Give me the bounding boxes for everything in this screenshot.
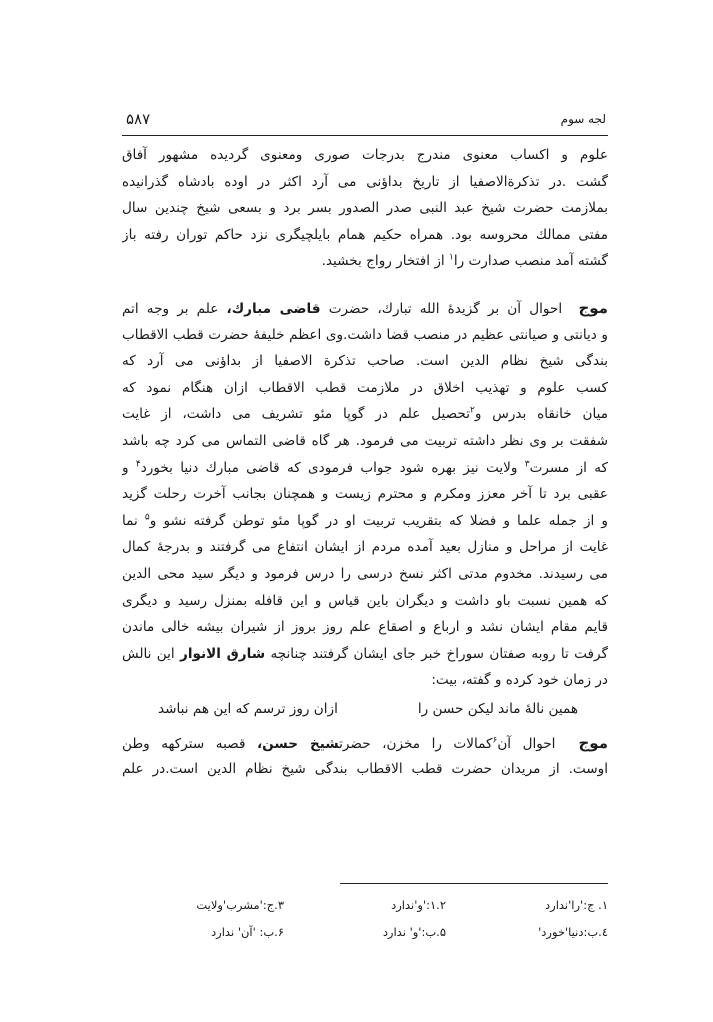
footnote-row — [122, 892, 608, 919]
footnote-ref: ۴ — [135, 459, 141, 469]
footnote: ۶.ب: 'آن' ندارد — [211, 925, 284, 939]
text-line: گشته آمد منصب صدارت را$^۱$ از افتخار رواج بخشید. — [321, 252, 608, 270]
text-line: موج احوال آن$^۶$کمالات را مخزن، حضرتشیخ حسن، قصبه سترکهه وطن — [122, 733, 608, 752]
text-line: مفتی ممالك محروسه بود. همراه حکیم همام بایلچیگری نزد حاکم توران رفته باز — [122, 226, 608, 243]
text-line: که از مسرت$^۳$ ولایت نیز بهره شود جواب فرمودی که قاضی مبارك دنیا بخورد$^۴$ و — [122, 459, 608, 476]
text-line: در زمان خود کرده و گفته، بیت: — [431, 672, 608, 689]
text-line: بندگی شیخ نظام الدین است. صاحب تذکرة الاصفیا از بداؤنی می آرد که — [122, 353, 608, 370]
text-line: گرفت تا روبه صفتان سوراخ خبر جای ایشان گرفتند چنانچه شارق الانوار این نالش — [122, 645, 608, 662]
running-title: لجه سوم — [560, 112, 606, 126]
text-line: قایم مقام ایشان نشد و ارباع و اصقاع علم روز بروز از شیران بیشه خالی ماندن — [122, 619, 608, 636]
footnote: ۱.۲:'و'ندارد — [391, 898, 446, 912]
mauj-heading: موج — [578, 298, 608, 317]
hemistich-1: همین نالهٔ ماند لیکن حسن را — [417, 700, 578, 717]
text-line: علوم و اکساب معنوی مندرج بدرجات صوری ومعنوی گردیده مشهور آفاق — [122, 147, 608, 163]
text-line: شفقت بر وی نظر داشته تربیت می فرمود. هر گاه قاضی التماس می کرد چه باشد — [122, 432, 608, 449]
footnote-ref: ۵ — [144, 512, 150, 523]
footnote-ref: ۲ — [470, 405, 475, 416]
footnote-row — [122, 919, 608, 946]
main-text — [122, 142, 608, 783]
header-rule — [122, 135, 608, 136]
mauj-heading: موج — [578, 733, 608, 752]
person-name: قاضی مبارك، — [226, 300, 321, 317]
footnote-ref: ۱ — [449, 252, 454, 263]
footnote-ref: ۳ — [524, 459, 530, 469]
text-line: موج احوال آن بر گزیدهٔ الله تبارك، حضرت قاضی مبارك، علم بر وجه اتم — [122, 298, 608, 317]
footnote: ۱. ج:'را'ندارد — [545, 898, 608, 912]
text-line: و دیانتی و صیانتی عظیم در منصب قضا داشت.وی اعظم خلیفهٔ حضرت قطب الاقطاب — [122, 326, 608, 343]
text-line: اوست. از مریدان حضرت قطب الاقطاب بندگی شیخ نظام الدین است.در علم — [122, 761, 608, 778]
text-line: که همین نسبت باو داشت و دیگران باین قیاس و این قافله بمنزل رسید و دیگری — [122, 592, 608, 609]
footnote-rule — [340, 883, 608, 884]
text-line: و از جمله علما و فضلا که بتقریب تربیت او در گوپا مئو توطن گرفته نشو و$^۵$ نما — [122, 512, 608, 529]
text-line: گشت .در تذکرةالاصفیا از تاریخ بداؤنی می آرد اکثر در اوده بادشاه گذرانیده — [122, 173, 608, 190]
footnotes — [122, 892, 608, 946]
footnote-ref: ۶ — [492, 735, 498, 746]
person-name: شیخ حسن، — [257, 735, 340, 752]
text-line: می رسیدند. مخدوم مدتی اکثر نسخ درسی را درس فرمود و دیگر سید محی الدین — [122, 565, 608, 582]
text-line: عقبی برد تا آخر معزز ومکرم و محترم زیست و همچنان بجانب آخرت رحلت گزید — [122, 486, 608, 503]
footnote: ۳.ج:'مشرب'ولایت — [196, 898, 284, 912]
page-number: ۵۸۷ — [126, 110, 151, 128]
footnote: ٤.ب:دنیا'خورد' — [538, 925, 608, 939]
page-header — [122, 108, 608, 134]
footnote: ۵.ب:'و' ندارد — [382, 925, 446, 939]
text-line: غایت از مراحل و منازل بعید آمده مردم از ایشان انتفاع می گرفتند و بدرجهٔ کمال — [122, 539, 608, 556]
book-title: شارق الانوار — [180, 645, 266, 662]
text-line: میان خانقاه بدرس و$^۲$تحصیل علم در گوپا مئو تشریف می داشت، از غایت — [122, 405, 608, 423]
hemistich-2: ازان روز ترسم که این هم نباشد — [158, 700, 338, 717]
verse — [122, 694, 608, 724]
text-line: کسب علوم و تهذیب اخلاق در ملازمت قطب الاقطاب ازان هنگام نمود که — [122, 379, 608, 396]
text-line: بملازمت حضرت شیخ عبد النبی صدر الصدور بسر برد و بسعی شیخ چندین سال — [122, 200, 608, 217]
